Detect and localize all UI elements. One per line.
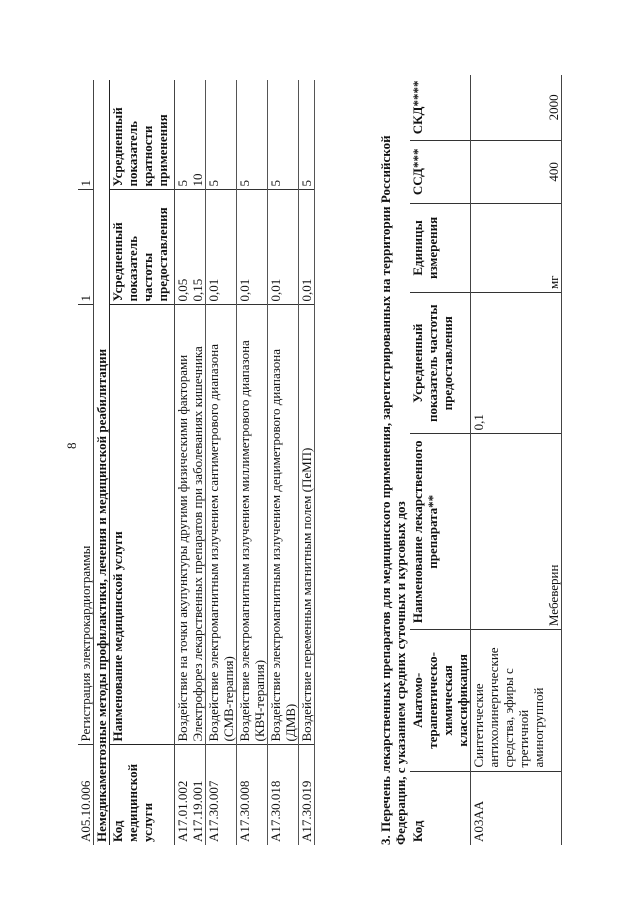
row-name: Воздействие электромагнитным излучением дециметрового диапазона (ДМВ) [268,305,299,745]
row-freq: 1 [78,190,94,305]
row-freq [546,293,562,434]
row-drug: Мебеверин [546,434,562,630]
header-name: Наименование медицинской услуги [110,305,171,745]
rotated-content [60,55,620,845]
section-heading: 3. Перечень лекарственных препаратов для медицинского применения, зарегистрированных на территории Российской Федерации, с указанием средних суточных и курсовых доз [378,135,408,845]
header-freq: Усредненный показатель частоты предоставления [410,293,471,434]
row-name: Воздействие на точки акупунктуры другими физическими факторами [175,305,191,745]
header-ssd: ССД*** [410,140,471,203]
table-row [206,80,237,845]
row-mult: 10 [190,80,206,190]
row-name: Электрофорез лекарственных препаратов при заболеваниях кишечника [190,305,206,745]
row-skd: 2000 [546,75,562,140]
row-mult: 5 [299,80,315,190]
row-mult: 1 [78,80,94,190]
table-header [410,75,471,845]
row-mult: 5 [268,80,299,190]
header-freq: Усредненный показатель частоты предоставления [110,190,171,305]
row-atc: Синтетические антихолинергические средства, эфиры с третичной аминогруппой [471,630,547,771]
row-freq: 0,01 [237,190,268,305]
row-freq: 0,01 [268,190,299,305]
row-mult: 5 [175,80,191,190]
row-unit: мг [546,203,562,292]
row-freq: 0,1 [471,293,547,434]
row-name: Воздействие электромагнитным излучением сантиметрового диапазона (СМВ-терапия) [206,305,237,745]
row-code: A17.30.008 [237,745,268,845]
row-code: A05.10.006 [78,745,94,845]
row-code: A17.30.018 [268,745,299,845]
row-freq: 0,05 [175,190,191,305]
row-freq: 0,01 [299,190,315,305]
row-name: Регистрация электрокардиограммы [78,305,94,745]
drugs-table [410,75,562,845]
table-header [110,80,171,845]
row-code: A17.30.019 [299,745,315,845]
header-skd: СКД**** [410,75,471,140]
table-row [175,80,191,845]
table-row [471,75,547,845]
header-code: Код [410,771,471,845]
table-row [546,75,562,845]
header-code: Код медицинской услуги [110,745,171,845]
services-table [78,80,315,845]
header-atc: Анатомо-терапевтическо-химическая классификация [410,630,471,771]
header-mult: Усредненный показатель кратности применения [110,80,171,190]
row-mult: 5 [237,80,268,190]
section-row [94,80,110,845]
row-atc [546,630,562,771]
row-mult: 5 [206,80,237,190]
page-number: 8 [64,442,79,449]
row-code: A17.19.001 [190,745,206,845]
header-unit: Единицы измерения [410,203,471,292]
table-row [268,80,299,845]
header-drug: Наименование лекарственного препарата** [410,434,471,630]
row-freq: 0,01 [206,190,237,305]
row-code: A03AA [471,800,486,842]
table-row [299,80,315,845]
row-name: Воздействие электромагнитным излучением миллиметрового диапазона (КВЧ-терапия) [237,305,268,745]
row-skd [471,75,547,140]
row-ssd: 400 [546,140,562,203]
table-row [190,80,206,845]
row-code: A17.01.002 [175,780,190,842]
row-drug [471,434,547,630]
table-row [78,80,94,845]
row-code [546,771,562,845]
row-name: Воздействие переменным магнитным полем (ПеМП) [299,305,315,745]
row-freq: 0,15 [190,190,206,305]
table-row [237,80,268,845]
row-code: A17.30.007 [206,745,237,845]
row-ssd [471,140,547,203]
row-unit [471,203,547,292]
section-title: Немедикаментозные методы профилактики, лечения и медицинской реабилитации [94,80,110,845]
